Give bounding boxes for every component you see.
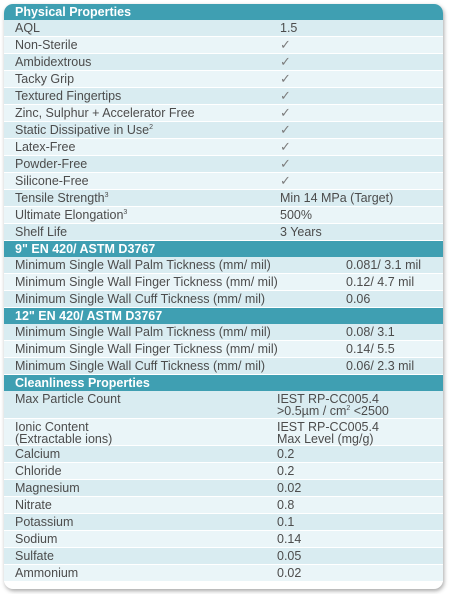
row-label: Latex-Free (15, 140, 76, 154)
row-label: Sodium (15, 532, 58, 546)
row-label: Ammonium (15, 566, 79, 580)
row-value: 500% (280, 208, 312, 222)
check-icon: ✓ (280, 173, 291, 188)
check-icon: ✓ (280, 156, 291, 171)
property-row (4, 446, 443, 463)
property-row (4, 480, 443, 497)
property-row (4, 324, 443, 341)
thickness-9in-header: 9" EN 420/ ASTM D3767 (4, 241, 443, 257)
property-row (4, 156, 443, 173)
check-icon: ✓ (280, 105, 291, 120)
row-label: Max Particle Count (15, 392, 121, 406)
row-label: Ultimate Elongation$^3$ (15, 208, 128, 222)
property-row (4, 341, 443, 358)
property-row (4, 173, 443, 190)
property-row (4, 122, 443, 139)
cleanliness-properties-header: Cleanliness Properties (4, 375, 443, 391)
property-row (4, 548, 443, 565)
row-value: 0.8 (277, 498, 295, 512)
check-icon: ✓ (280, 122, 291, 137)
property-row (4, 37, 443, 54)
property-row (4, 105, 443, 122)
property-row (4, 139, 443, 156)
row-label: AQL (15, 21, 41, 35)
thickness-12in-header: 12" EN 420/ ASTM D3767 (4, 308, 443, 324)
row-label: Static Dissipative in Use$^2$ (15, 123, 153, 137)
row-value: 0.05 (277, 549, 302, 563)
row-value: IEST RP-CC005.4 Max Level (mg/g) (277, 420, 379, 446)
row-label: Ambidextrous (15, 55, 92, 69)
property-row (4, 274, 443, 291)
property-row (4, 88, 443, 105)
property-row (4, 257, 443, 274)
row-value: 0.02 (277, 481, 302, 495)
row-label: Sulfate (15, 549, 54, 563)
row-label: Zinc, Sulphur + Accelerator Free (15, 106, 195, 120)
row-label: Calcium (15, 447, 61, 461)
property-row (4, 531, 443, 548)
row-label: Chloride (15, 464, 62, 478)
check-icon: ✓ (280, 37, 291, 52)
row-label: Minimum Single Wall Finger Tickness (mm/ mil) (15, 342, 278, 356)
ionic-content-row (4, 419, 443, 446)
check-icon: ✓ (280, 54, 291, 69)
row-value: 0.06/ 2.3 mil (346, 359, 415, 373)
property-row (4, 463, 443, 480)
row-label: Non-Sterile (15, 38, 78, 52)
row-value: 0.081/ 3.1 mil (346, 258, 422, 272)
row-value: 0.14/ 5.5 (346, 342, 395, 356)
row-label: Tensile Strength$^3$ (15, 191, 109, 205)
property-row (4, 190, 443, 207)
row-label: Minimum Single Wall Finger Tickness (mm/ mil) (15, 275, 278, 289)
physical-properties-section (4, 20, 443, 241)
property-row (4, 20, 443, 37)
row-label: Magnesium (15, 481, 80, 495)
properties-table (4, 4, 443, 589)
property-row (4, 565, 443, 582)
row-value: 1.5 (280, 21, 298, 35)
property-row (4, 54, 443, 71)
row-value: 0.1 (277, 515, 295, 529)
check-icon: ✓ (280, 71, 291, 86)
row-value: IEST RP-CC005.4 $>0.5\mu m / cm^2 <2500$ (277, 392, 389, 418)
property-row (4, 71, 443, 88)
row-label: Potassium (15, 515, 74, 529)
thickness-12in-section (4, 324, 443, 375)
check-icon: ✓ (280, 88, 291, 103)
row-value: Min 14 MPa (Target) (280, 191, 394, 205)
property-row (4, 358, 443, 375)
row-label: Minimum Single Wall Palm Tickness (mm/ mil) (15, 325, 271, 339)
row-label: Tacky Grip (15, 72, 75, 86)
row-label: Silicone-Free (15, 174, 89, 188)
row-label: Textured Fingertips (15, 89, 122, 103)
property-row (4, 497, 443, 514)
thickness-9in-section (4, 257, 443, 308)
row-value: 0.02 (277, 566, 302, 580)
row-label: Shelf Life (15, 225, 68, 239)
row-label: Nitrate (15, 498, 52, 512)
cleanliness-section (4, 391, 443, 582)
row-value: 0.2 (277, 464, 295, 478)
check-icon: ✓ (280, 139, 291, 154)
row-label: Ionic Content (Extractable ions) (15, 420, 113, 446)
row-label: Powder-Free (15, 157, 88, 171)
property-row (4, 224, 443, 241)
row-value: 0.06 (346, 292, 371, 306)
row-value: 3 Years (280, 225, 322, 239)
property-row (4, 291, 443, 308)
property-row (4, 207, 443, 224)
property-row (4, 514, 443, 531)
row-label: Minimum Single Wall Palm Tickness (mm/ mil) (15, 258, 271, 272)
row-value: 0.12/ 4.7 mil (346, 275, 415, 289)
row-value: 0.2 (277, 447, 295, 461)
row-value: 0.08/ 3.1 (346, 325, 395, 339)
row-value: 0.14 (277, 532, 302, 546)
row-label: Minimum Single Wall Cuff Tickness (mm/ mil) (15, 292, 266, 306)
physical-properties-header: Physical Properties (4, 4, 443, 20)
row-label: Minimum Single Wall Cuff Tickness (mm/ mil) (15, 359, 266, 373)
max-particle-count-row (4, 391, 443, 419)
